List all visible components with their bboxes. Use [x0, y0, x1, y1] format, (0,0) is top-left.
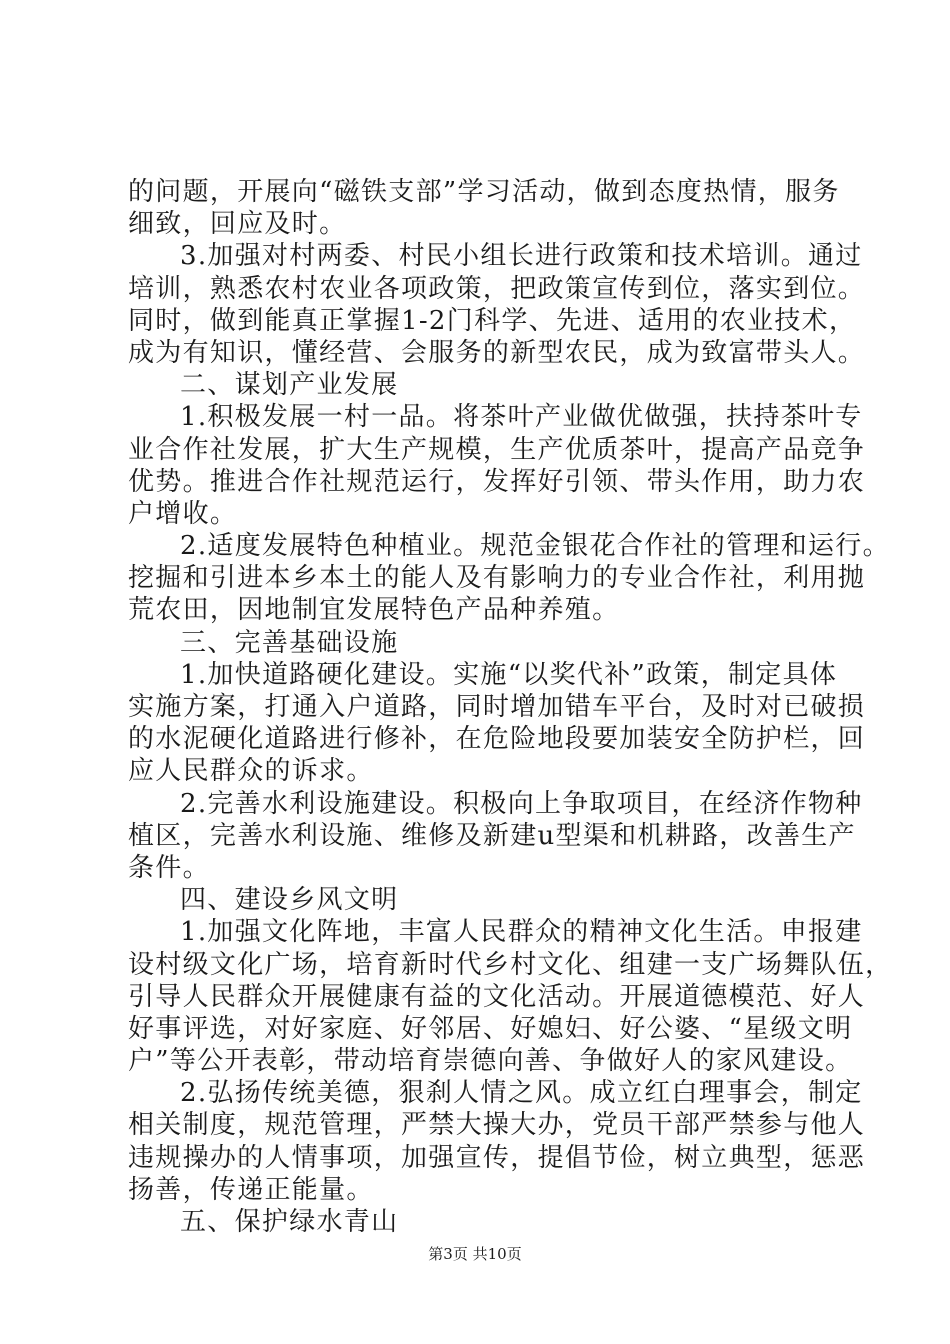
text-line: 户增收。: [128, 498, 238, 529]
text-line: 违规操办的人情事项，加强宣传，提倡节俭，树立典型，惩恶: [128, 1142, 866, 1173]
text-line: 扬善，传递正能量。: [128, 1174, 374, 1205]
text-line: 培训，熟悉农村农业各项政策，把政策宣传到位，落实到位。: [128, 273, 866, 304]
paragraph-start: 1.积极发展一村一品。将茶叶产业做优做强，扶持茶叶专: [180, 402, 863, 433]
text-line: 的问题，开展向“磁铁支部”学习活动，做到态度热情，服务: [128, 177, 840, 207]
text-line: 同时，做到能真正掌握1-2门科学、先进、适用的农业技术，: [128, 305, 857, 336]
text-line: 优势。推进合作社规范运行，发挥好引领、带头作用，助力农: [128, 466, 866, 497]
text-line: 细致，回应及时。: [128, 209, 347, 240]
text-line: 好事评选，对好家庭、好邻居、好媳妇、好公婆、“星级文明: [128, 1013, 853, 1044]
paragraph-start: 3.加强对村两委、村民小组长进行政策和技术培训。通过: [180, 241, 863, 272]
text-line: 挖掘和引进本乡本土的能人及有影响力的专业合作社，利用抛: [128, 563, 866, 594]
text-line: 荒农田，因地制宜发展特色产品种养殖。: [128, 595, 620, 626]
text-line: 植区，完善水利设施、维修及新建u型渠和机耕路，改善生产: [128, 820, 856, 851]
paragraph-start: 2.弘扬传统美德，狠刹人情之风。成立红白理事会，制定: [180, 1078, 863, 1109]
page-footer: [0, 1243, 950, 1264]
paragraph-start: 1.加强文化阵地，丰富人民群众的精神文化生活。申报建: [180, 917, 863, 948]
section-heading: 三、完善基础设施: [180, 627, 399, 658]
page-number: 第3页 共10页: [428, 1245, 522, 1263]
paragraph-start: 2.适度发展特色种植业。规范金银花合作社的管理和运行。: [180, 531, 890, 562]
text-line: 相关制度，规范管理，严禁大操大办，党员干部严禁参与他人: [128, 1110, 866, 1141]
text-line: 应人民群众的诉求。: [128, 756, 374, 787]
section-heading: 五、保护绿水青山: [180, 1207, 399, 1237]
text-line: 业合作社发展，扩大生产规模，生产优质茶叶，提高产品竞争: [128, 434, 866, 465]
text-line: 实施方案，打通入户道路，同时增加错车平台，及时对已破损: [128, 692, 866, 722]
text-line: 的水泥硬化道路进行修补，在危险地段要加装安全防护栏，回: [128, 724, 866, 755]
text-line: 户”等公开表彰，带动培育崇德向善、争做好人的家风建设。: [128, 1046, 853, 1077]
section-heading: 二、谋划产业发展: [180, 370, 399, 401]
text-line: 条件。: [128, 852, 210, 883]
paragraph-start: 1.加快道路硬化建设。实施“以奖代补”政策，制定具体: [180, 659, 838, 690]
text-line: 设村级文化广场，培育新时代乡村文化、组建一支广场舞队伍，: [128, 949, 893, 980]
paragraph-start: 2.完善水利设施建设。积极向上争取项目，在经济作物种: [180, 788, 863, 819]
text-line: 成为有知识，懂经营、会服务的新型农民，成为致富带头人。: [128, 337, 866, 368]
text-line: 引导人民群众开展健康有益的文化活动。开展道德模范、好人: [128, 981, 866, 1012]
section-heading: 四、建设乡风文明: [180, 885, 399, 916]
document-body: [128, 176, 893, 1238]
